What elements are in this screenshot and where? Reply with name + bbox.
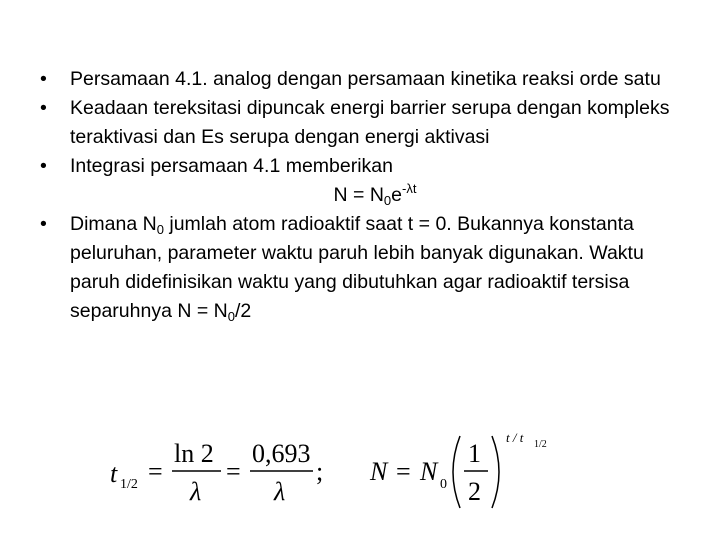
- formula-base: e: [391, 184, 403, 206]
- numerator-0693: 0,693: [252, 439, 311, 468]
- exponent-subscript: 1/2: [534, 439, 547, 450]
- denominator-lambda: λ: [190, 477, 202, 506]
- bullet-dot: •: [40, 155, 47, 177]
- formula-sub: 0: [383, 193, 392, 208]
- right-paren: [492, 436, 499, 508]
- bullet-text: Integrasi persamaan 4.1 memberikan: [70, 155, 393, 177]
- bullet-item: [40, 152, 680, 181]
- bullet-text: /2: [234, 300, 252, 322]
- equals-sign: =: [396, 457, 411, 486]
- semicolon: ;: [316, 457, 324, 486]
- numerator-ln2: ln 2: [174, 439, 214, 468]
- exponent: t / t: [506, 430, 524, 445]
- decay-formula: [40, 181, 680, 210]
- t-subscript: 1/2: [120, 477, 138, 492]
- formula-exponent: -λt: [402, 181, 417, 196]
- bullet-list: [40, 65, 680, 326]
- bullet-sub: 0: [227, 309, 235, 324]
- n-symbol: N: [370, 457, 388, 486]
- bullet-text: Dimana N: [70, 213, 157, 235]
- equals-sign: =: [226, 457, 241, 486]
- bullet-dot: •: [40, 68, 47, 90]
- n0-subscript: 0: [440, 477, 447, 492]
- n0-symbol: N: [420, 457, 438, 486]
- formula-lhs: N = N: [333, 184, 384, 206]
- bullet-text: jumlah atom radioaktif saat t = 0. Bukannya konstanta peluruhan, parameter waktu paruh lebih banyak digunakan. Waktu paruh didefinisikan waktu yang dibutuhkan agar radioaktif tersisa separuhnya N = N: [70, 213, 644, 322]
- bullet-dot: •: [40, 97, 47, 119]
- bullet-text: Keadaan tereksitasi dipuncak energi barrier serupa dengan kompleks teraktivasi dan Es serupa dengan energi aktivasi: [70, 97, 670, 148]
- half-life-equations: [108, 430, 558, 510]
- equation-graphic: [108, 430, 558, 510]
- fraction-numerator-1: 1: [468, 439, 481, 468]
- t-symbol: t: [110, 459, 118, 488]
- equals-sign: =: [148, 457, 163, 486]
- left-paren: [453, 436, 460, 508]
- fraction-denominator-2: 2: [468, 477, 481, 506]
- denominator-lambda: λ: [274, 477, 286, 506]
- bullet-sub: 0: [156, 222, 164, 237]
- bullet-item: [40, 210, 680, 326]
- bullet-item: [40, 94, 680, 152]
- bullet-item: [40, 65, 680, 94]
- bullet-text: Persamaan 4.1. analog dengan persamaan kinetika reaksi orde satu: [70, 68, 661, 90]
- bullet-dot: •: [40, 213, 47, 235]
